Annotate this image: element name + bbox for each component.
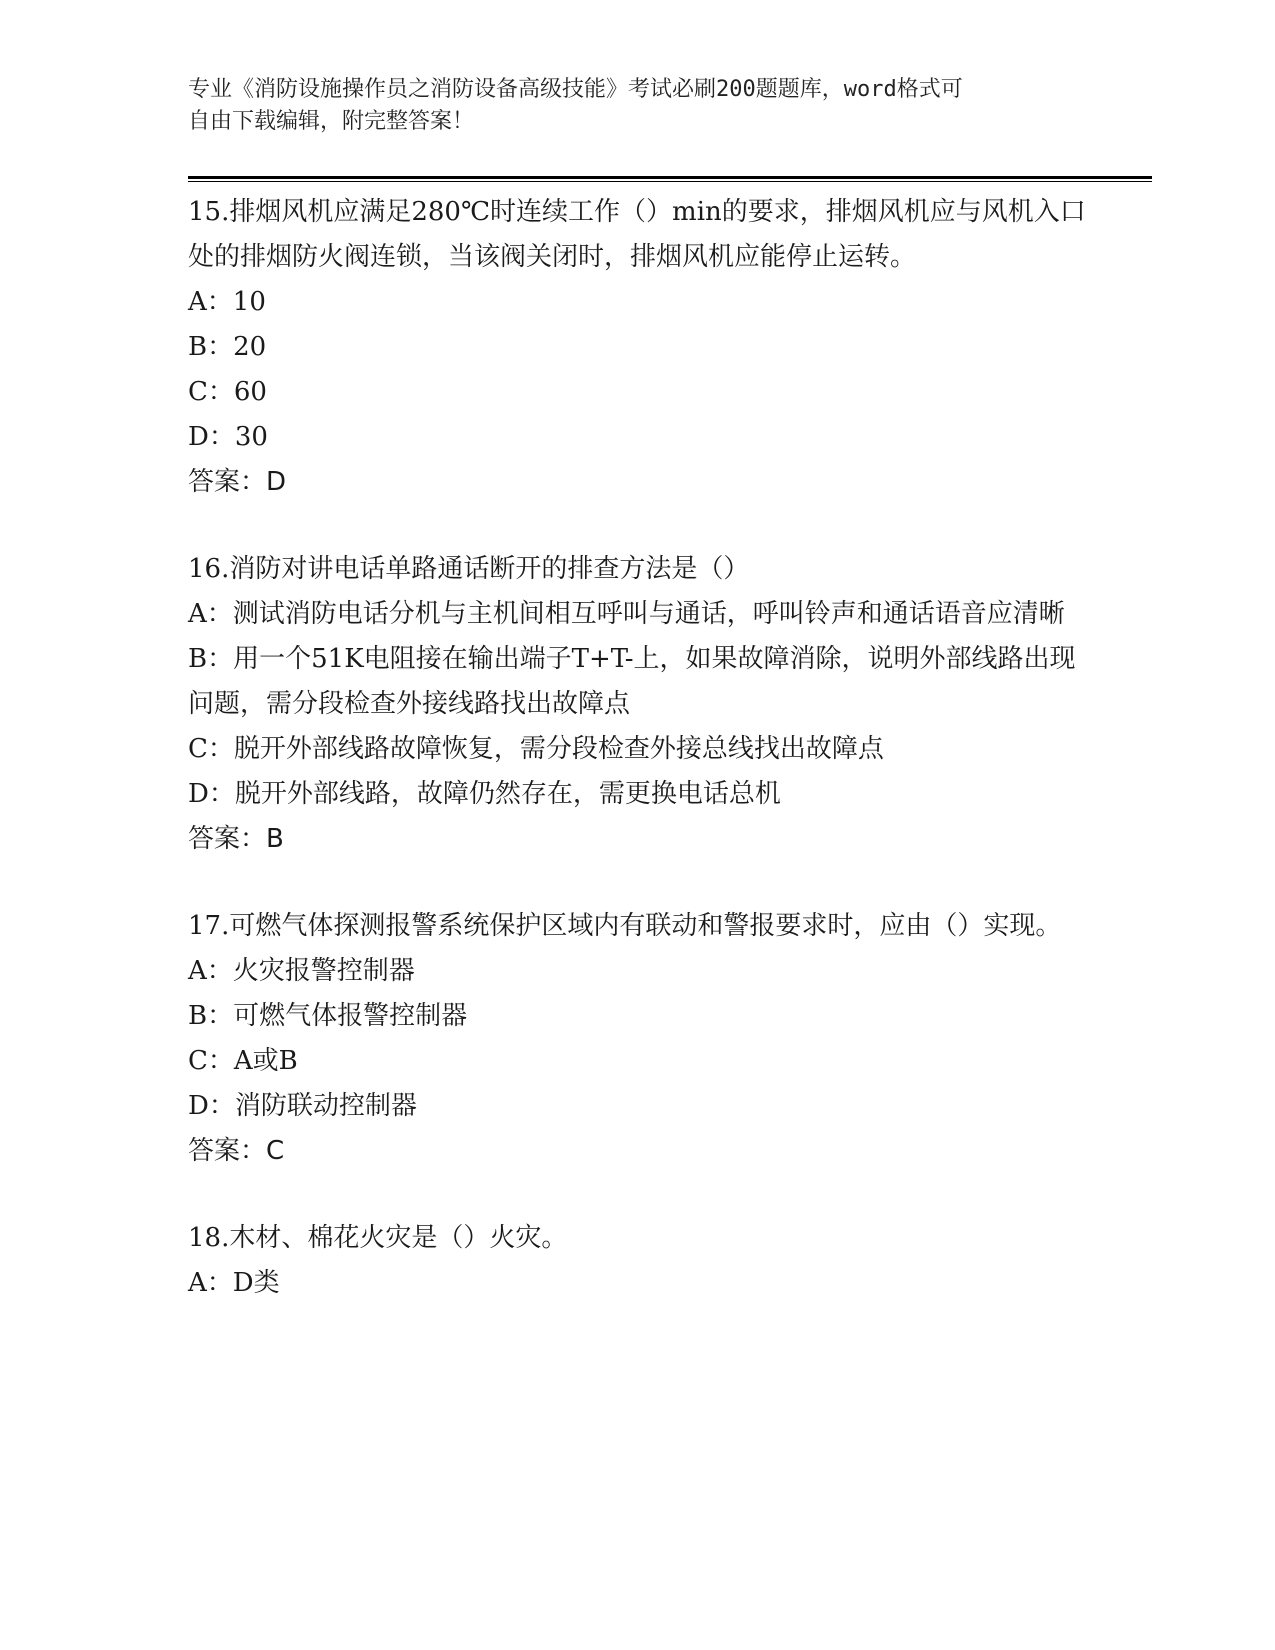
document-header xyxy=(188,74,1088,138)
option-b: B：20 xyxy=(188,332,267,362)
option-d: D：消防联动控制器 xyxy=(188,1091,417,1121)
question-list xyxy=(188,190,1088,1348)
header-line-2: 自由下载编辑，附完整答案！ xyxy=(188,109,475,134)
option-d: D：脱开外部线路，故障仍然存在，需更换电话总机 xyxy=(188,779,781,809)
answer: 答案：C xyxy=(188,1136,285,1166)
header-line-1: 专业《消防设施操作员之消防设备高级技能》考试必刷200题题库，word格式可 xyxy=(188,77,963,102)
question-text: 18.木材、棉花火灾是（）火灾。 xyxy=(188,1223,568,1253)
question-17 xyxy=(188,904,1088,1174)
option-c: C：A或B xyxy=(188,1046,298,1076)
option-a: A：测试消防电话分机与主机间相互呼叫与通话，呼叫铃声和通话语音应清晰 xyxy=(188,599,1065,629)
option-b: B：可燃气体报警控制器 xyxy=(188,1001,468,1031)
option-a: A：火灾报警控制器 xyxy=(188,956,415,986)
question-text: 16.消防对讲电话单路通话断开的排查方法是（） xyxy=(188,554,750,584)
answer: 答案：B xyxy=(188,824,284,854)
option-d: D：30 xyxy=(188,422,268,452)
question-15 xyxy=(188,190,1088,505)
answer: 答案：D xyxy=(188,467,287,497)
option-a: A：D类 xyxy=(188,1268,280,1298)
option-c: C：60 xyxy=(188,377,267,407)
option-b: B：用一个51K电阻接在输出端子T+T-上，如果故障消除，说明外部线路出现问题，需分段检查外接线路找出故障点 xyxy=(188,644,1076,719)
question-18 xyxy=(188,1216,1088,1306)
question-16 xyxy=(188,547,1088,862)
option-c: C：脱开外部线路故障恢复，需分段检查外接总线找出故障点 xyxy=(188,734,884,764)
question-text: 17.可燃气体探测报警系统保护区域内有联动和警报要求时，应由（）实现。 xyxy=(188,911,1062,941)
header-divider-thick xyxy=(188,176,1152,179)
question-text: 15.排烟风机应满足280℃时连续工作（）min的要求，排烟风机应与风机入口处的排烟防火阀连锁，当该阀关闭时，排烟风机应能停止运转。 xyxy=(188,197,1086,272)
header-divider-thin xyxy=(188,181,1152,182)
option-a: A：10 xyxy=(188,287,266,317)
